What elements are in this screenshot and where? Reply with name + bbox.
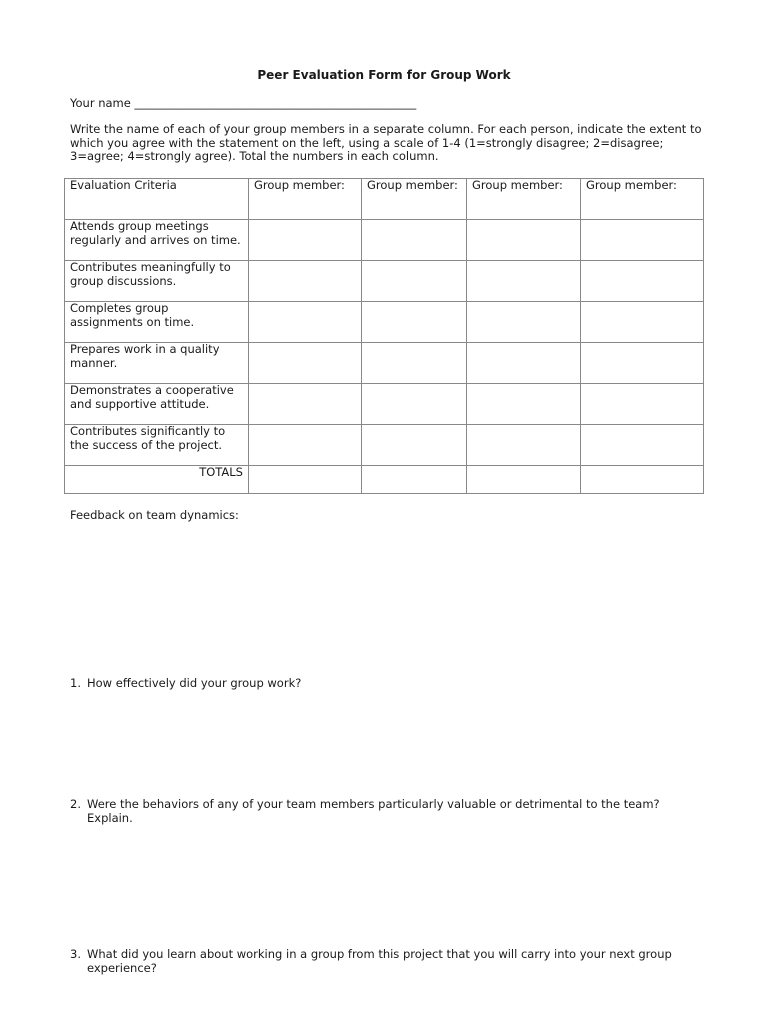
question-text: Were the behaviors of any of your team members particularly valuable or detrimental to the team? Explain. xyxy=(87,797,660,825)
question-text: What did you learn about working in a group from this project that you will carry into your next group experience? xyxy=(87,947,672,975)
score-cell[interactable] xyxy=(581,343,704,384)
question-text: How effectively did your group work? xyxy=(87,676,302,690)
instructions-paragraph: Write the name of each of your group members in a separate column. For each person, indicate the extent to which you agree with the statement on the left, using a scale of 1-4 (1=strongly disagree; 2=disagree; 3=agree; 4=strongly agree). Total the numbers in each column. xyxy=(70,122,702,164)
score-cell[interactable] xyxy=(467,261,581,302)
totals-label: TOTALS xyxy=(65,466,249,494)
score-cell[interactable] xyxy=(249,261,362,302)
criterion-cell: Prepares work in a quality manner. xyxy=(65,343,249,384)
table-header-row xyxy=(65,179,704,220)
header-group-member-1: Group member: xyxy=(249,179,362,220)
question-3 xyxy=(70,948,690,975)
score-cell[interactable] xyxy=(362,220,467,261)
table-row xyxy=(65,384,704,425)
score-cell[interactable] xyxy=(362,261,467,302)
question-number: 2. xyxy=(70,797,81,811)
question-number: 1. xyxy=(70,676,81,690)
question-number: 3. xyxy=(70,947,81,961)
feedback-heading: Feedback on team dynamics: xyxy=(70,508,239,522)
score-cell[interactable] xyxy=(581,302,704,343)
table-row xyxy=(65,302,704,343)
criterion-cell: Contributes significantly to the success of the project. xyxy=(65,425,249,466)
score-cell[interactable] xyxy=(249,425,362,466)
header-evaluation-criteria: Evaluation Criteria xyxy=(65,179,249,220)
total-cell[interactable] xyxy=(581,466,704,494)
score-cell[interactable] xyxy=(249,384,362,425)
table-row xyxy=(65,425,704,466)
score-cell[interactable] xyxy=(467,425,581,466)
score-cell[interactable] xyxy=(249,343,362,384)
totals-row xyxy=(65,466,704,494)
question-1 xyxy=(70,677,690,691)
score-cell[interactable] xyxy=(467,384,581,425)
question-2 xyxy=(70,798,690,825)
score-cell[interactable] xyxy=(581,220,704,261)
score-cell[interactable] xyxy=(362,425,467,466)
score-cell[interactable] xyxy=(467,302,581,343)
table-row xyxy=(65,343,704,384)
total-cell[interactable] xyxy=(467,466,581,494)
score-cell[interactable] xyxy=(467,343,581,384)
criterion-cell: Contributes meaningfully to group discussions. xyxy=(65,261,249,302)
header-group-member-4: Group member: xyxy=(581,179,704,220)
total-cell[interactable] xyxy=(249,466,362,494)
total-cell[interactable] xyxy=(362,466,467,494)
evaluation-table xyxy=(64,178,704,494)
score-cell[interactable] xyxy=(581,261,704,302)
score-cell[interactable] xyxy=(467,220,581,261)
page-title: Peer Evaluation Form for Group Work xyxy=(257,68,511,82)
score-cell[interactable] xyxy=(581,425,704,466)
table-row xyxy=(65,261,704,302)
criterion-cell: Attends group meetings regularly and arrives on time. xyxy=(65,220,249,261)
score-cell[interactable] xyxy=(362,302,467,343)
criterion-cell: Demonstrates a cooperative and supportive attitude. xyxy=(65,384,249,425)
score-cell[interactable] xyxy=(249,302,362,343)
table-row xyxy=(65,220,704,261)
score-cell[interactable] xyxy=(362,343,467,384)
header-group-member-2: Group member: xyxy=(362,179,467,220)
score-cell[interactable] xyxy=(362,384,467,425)
score-cell[interactable] xyxy=(249,220,362,261)
score-cell[interactable] xyxy=(581,384,704,425)
header-group-member-3: Group member: xyxy=(467,179,581,220)
name-prompt: Your name _________________________________________________ xyxy=(70,96,417,110)
criterion-cell: Completes group assignments on time. xyxy=(65,302,249,343)
